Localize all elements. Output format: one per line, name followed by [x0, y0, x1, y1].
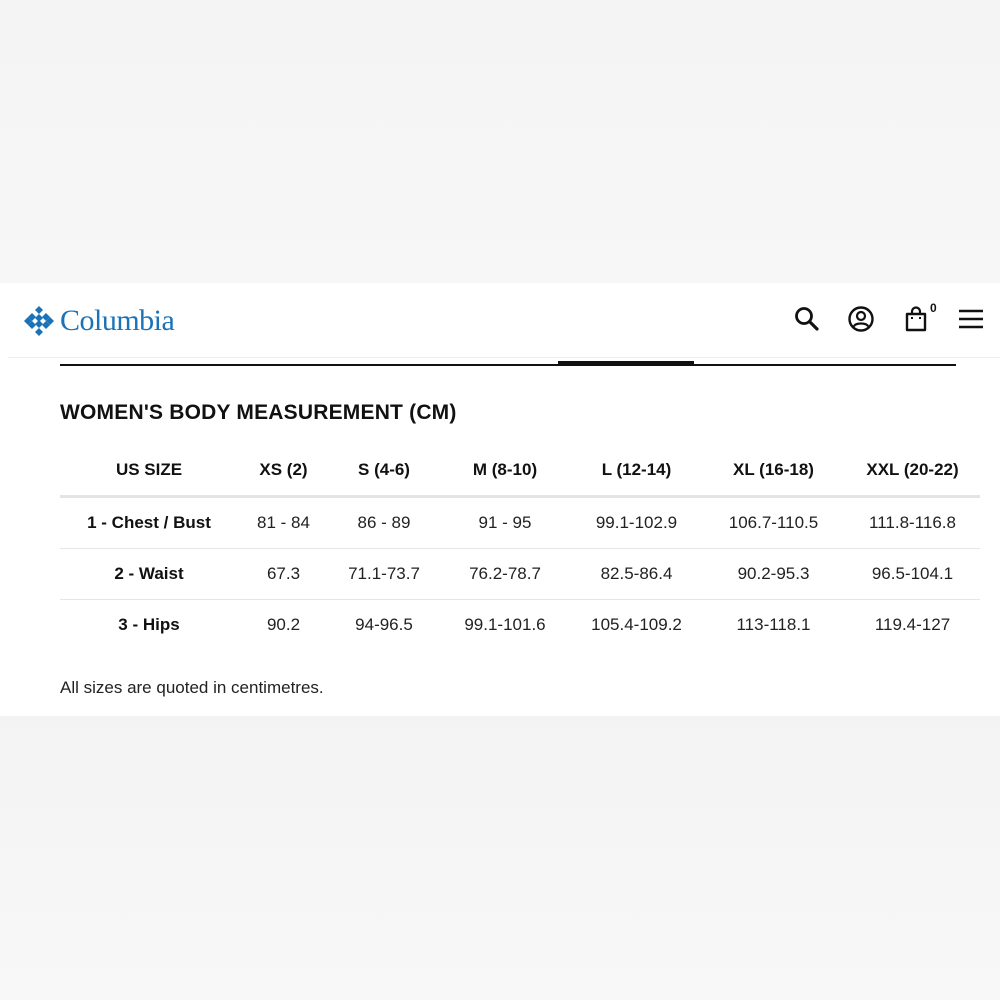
- backdrop-top: [0, 0, 1000, 283]
- table-cell: 86 - 89: [329, 497, 439, 549]
- table-cell: 99.1-102.9: [571, 497, 702, 549]
- column-header: XXL (20-22): [845, 445, 980, 497]
- table-cell: 106.7-110.5: [702, 497, 845, 549]
- page-panel: [0, 283, 1000, 716]
- row-label: 2 - Waist: [60, 549, 238, 600]
- table-cell: 76.2-78.7: [439, 549, 571, 600]
- column-header: M (8-10): [439, 445, 571, 497]
- table-cell: 90.2: [266, 615, 301, 634]
- brand-name: Columbia: [60, 304, 175, 337]
- brand-logo[interactable]: [22, 301, 174, 341]
- table-cell: 81 - 84: [238, 497, 329, 549]
- table-row: [60, 497, 980, 549]
- backdrop-bottom: [0, 716, 1000, 1000]
- column-header: XL (16-18): [702, 445, 845, 497]
- header-divider: [8, 357, 1000, 358]
- cart-count-badge: 0: [930, 301, 937, 315]
- table-cell: 91 - 95: [439, 497, 571, 549]
- table-cell: 90.2-95.3: [702, 549, 845, 600]
- columbia-diamond-icon: [22, 304, 56, 338]
- units-note: All sizes are quoted in centimetres.: [60, 678, 324, 697]
- table-cell: 71.1-73.7: [329, 549, 439, 600]
- table-cell: 82.5-86.4: [571, 549, 702, 600]
- account-icon[interactable]: [847, 305, 875, 333]
- hamburger-menu-icon[interactable]: [957, 305, 985, 333]
- table-cell: 105.4-109.2: [591, 615, 682, 634]
- table-cell: 113-118.1: [736, 615, 811, 634]
- table-row: [60, 549, 980, 600]
- table-cell: 67.3: [238, 549, 329, 600]
- page-title: WOMEN'S BODY MEASUREMENT (CM): [60, 401, 457, 424]
- row-label: 1 - Chest / Bust: [60, 497, 238, 549]
- tab-underline: [60, 364, 956, 366]
- search-icon[interactable]: [793, 305, 821, 333]
- table-cell: 94-96.5: [355, 615, 413, 634]
- table-cell: 111.8-116.8: [845, 497, 980, 549]
- column-header: S (4-6): [329, 445, 439, 497]
- table-cell: 96.5-104.1: [845, 549, 980, 600]
- column-header: XS (2): [238, 445, 329, 497]
- table-header-row: [60, 445, 980, 497]
- active-tab-indicator[interactable]: [558, 361, 694, 366]
- column-header: US SIZE: [60, 445, 238, 497]
- table-row: [60, 600, 980, 651]
- row-label: 3 - Hips: [118, 615, 180, 634]
- column-header: L (12-14): [571, 445, 702, 497]
- site-header: [0, 283, 1000, 357]
- table-cell: 119.4-127: [874, 615, 951, 634]
- table-cell: 99.1-101.6: [464, 615, 546, 634]
- shopping-bag-icon[interactable]: [902, 305, 930, 333]
- size-chart-table: [60, 445, 980, 650]
